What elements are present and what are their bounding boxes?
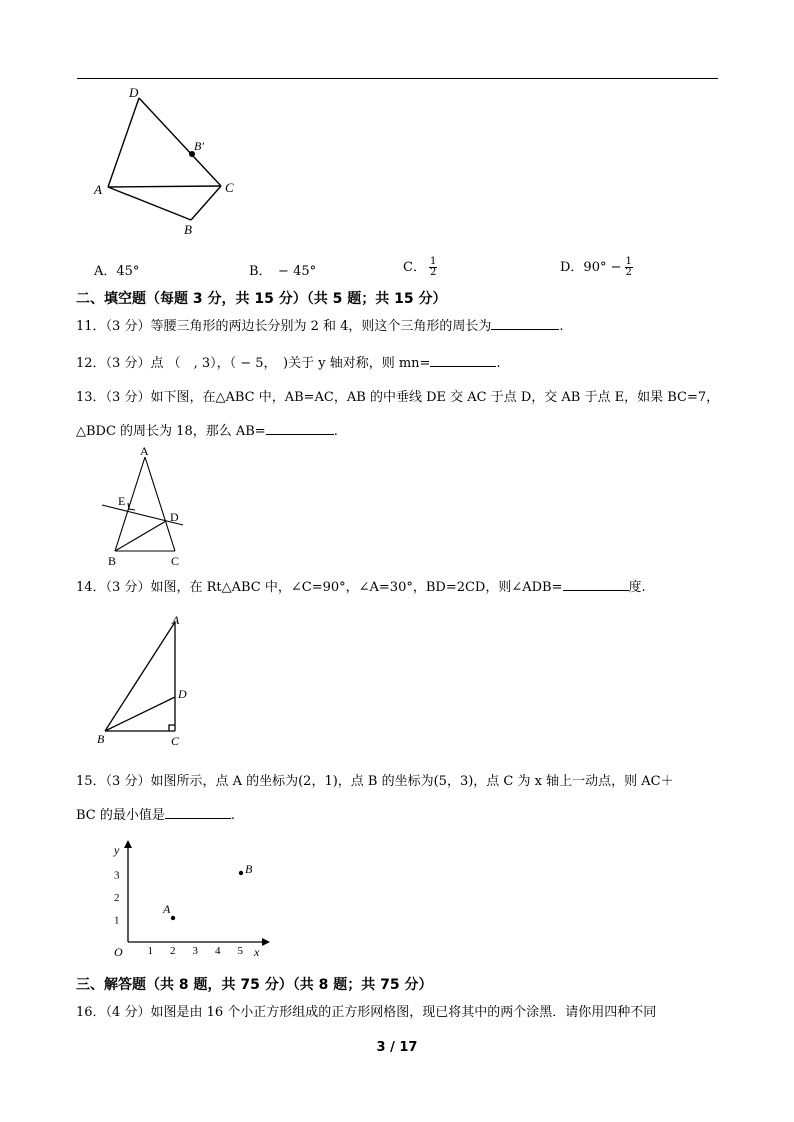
question-13-text: △BDC 的周长为 18，那么 AB=	[76, 424, 266, 439]
label-d: D	[129, 85, 139, 100]
option-b-text: B． − 45°	[249, 264, 317, 279]
x-tick-label: 1	[147, 945, 153, 957]
question-15-line-1: 15．（3 分）如图所示，点 A 的坐标为(2，1)，点 B 的坐标为(5，3)，点 C 为 x 轴上一动点，则 AC＋	[76, 774, 674, 789]
label-b: B	[184, 222, 192, 237]
y-tick-label: 2	[114, 892, 120, 904]
label-b: B	[108, 554, 117, 568]
question-15-line-2	[76, 805, 235, 825]
question-16: 16．（4 分）如图是由 16 个小正方形组成的正方形网格图，现已将其中的两个涂黑．请你用四种不同	[76, 1005, 657, 1020]
label-b-prime: B′	[194, 139, 204, 153]
point-a	[171, 916, 175, 920]
option-a-text: A．45°	[94, 264, 140, 279]
question-13-line-1: 13．（3 分）如下图，在△ABC 中，AB=AC，AB 的中垂线 DE 交 AC 于点 D，交 AB 于点 E，如果 BC=7，	[76, 390, 720, 405]
label-a: A	[140, 444, 149, 458]
figure-quadrilateral	[88, 84, 248, 239]
section-3-title: 三、解答题（共 8 题，共 75 分）（共 8 题；共 75 分）	[76, 977, 433, 993]
option-c	[403, 256, 437, 278]
label-c: C	[171, 554, 180, 568]
label-a: A	[172, 613, 180, 627]
label-d: D	[178, 687, 187, 701]
option-d	[560, 256, 633, 278]
label-c: C	[171, 734, 180, 748]
option-c-prefix: C．	[403, 260, 426, 275]
section-2-title: 二、填空题（每题 3 分，共 15 分）（共 5 题；共 15 分）	[76, 291, 447, 307]
x-tick-label: 3	[192, 945, 198, 957]
option-c-denominator: 2	[429, 267, 437, 278]
label-a: A	[163, 902, 171, 916]
option-d-denominator: 2	[625, 267, 632, 278]
label-a: A	[94, 182, 102, 197]
label-origin: O	[114, 945, 123, 959]
answer-blank-13[interactable]	[266, 421, 334, 435]
header-rule	[77, 78, 718, 79]
option-c-numerator: 1	[429, 256, 437, 267]
label-e: E	[118, 494, 126, 508]
label-x: x	[254, 945, 260, 959]
figure-isosceles-triangle	[98, 443, 193, 570]
answer-blank-15[interactable]	[165, 805, 231, 819]
y-tick-label: 3	[114, 869, 120, 882]
x-tick-label: 5	[237, 945, 243, 957]
option-c-fraction	[429, 257, 437, 278]
label-d: D	[170, 510, 179, 524]
option-d-prefix: D．90° −	[560, 260, 622, 275]
answer-blank-11[interactable]	[491, 316, 559, 330]
option-d-numerator: 1	[625, 256, 632, 267]
question-12-text: 12．（3 分）点 （ , 3），（ − 5， )关于 y 轴对称，则 mn=	[76, 356, 431, 371]
y-tick-labels	[114, 870, 120, 927]
x-tick-label: 4	[215, 945, 221, 957]
page-number: 3 / 17	[376, 1040, 418, 1055]
question-11	[76, 316, 564, 336]
figure-coordinate-plane	[96, 838, 271, 960]
option-d-fraction	[625, 257, 633, 278]
label-b: B	[97, 732, 105, 746]
question-13-line-2	[76, 421, 338, 441]
answer-blank-12[interactable]	[430, 353, 496, 367]
question-12	[76, 353, 501, 373]
question-15-end: .	[230, 808, 236, 823]
option-b	[249, 260, 316, 279]
label-b: B	[245, 862, 253, 876]
x-tick-label: 2	[170, 945, 176, 957]
question-12-end: .	[496, 356, 501, 371]
figure-right-triangle	[92, 610, 192, 750]
answer-blank-14[interactable]	[563, 577, 629, 591]
question-11-text: 11．（3 分）等腰三角形的两边长分别为 2 和 4，则这个三角形的周长为	[76, 319, 492, 334]
y-tick-label: 1	[114, 914, 120, 927]
label-y: y	[114, 843, 120, 857]
label-c: C	[225, 180, 234, 195]
question-13-end: .	[333, 424, 338, 439]
x-tick-labels	[148, 945, 244, 957]
question-14-end: 度.	[628, 580, 646, 595]
question-14	[76, 577, 646, 597]
point-b	[239, 871, 243, 875]
question-14-text: 14．（3 分）如图，在 Rt△ABC 中，∠C=90°，∠A=30°，BD=2CD，则∠ADB=	[76, 580, 563, 595]
option-a	[94, 260, 139, 279]
question-11-end: .	[559, 319, 564, 334]
question-15-text: BC 的最小值是	[76, 808, 165, 823]
